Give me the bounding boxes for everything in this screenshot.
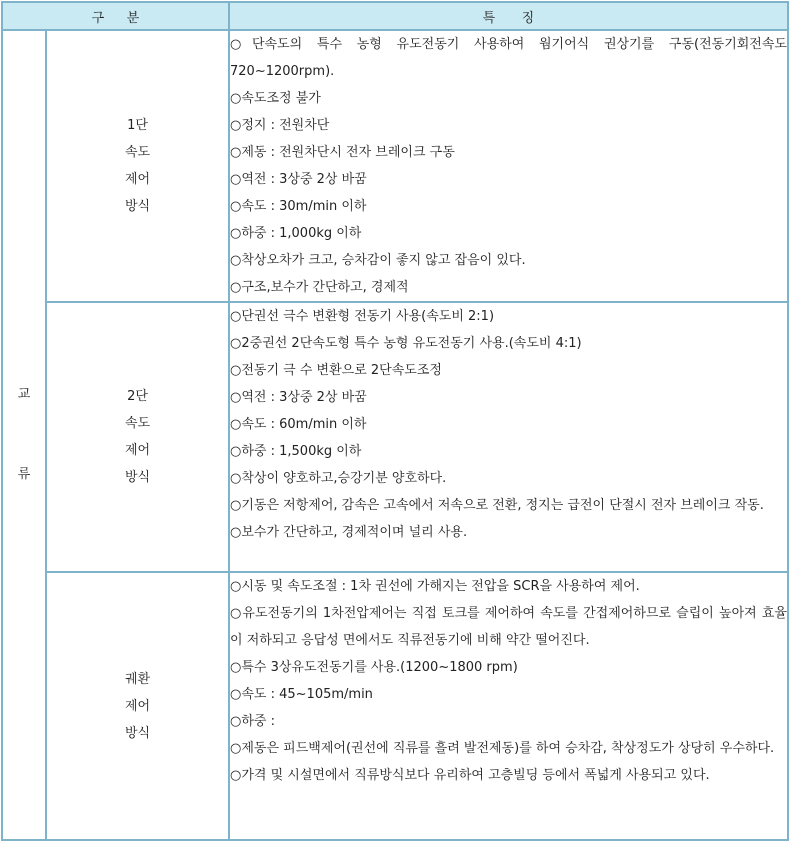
feature-item: ○제동은 피드백제어(권선에 직류를 흘려 발전제동)를 하여 승차감, 착상정도가 상당히 우수하다.	[230, 741, 775, 756]
row-name-cell	[46, 572, 229, 840]
feature-item: ○역전 : 3상중 2상 바꿈	[230, 390, 367, 405]
table-row	[2, 30, 788, 302]
features-cell	[229, 572, 788, 840]
row-name-cell	[46, 302, 229, 572]
feature-item: ○보수가 간단하고, 경제적이며 널리 사용.	[230, 525, 468, 540]
table-row	[2, 302, 788, 572]
feature-item: ○기동은 저항제어, 감속은 고속에서 저속으로 전환, 정지는 급전이 단절시 전자 브레이크 작동.	[230, 498, 764, 513]
elevator-control-table	[1, 1, 789, 841]
feature-item: ○하중 : 1,000kg 이하	[230, 226, 362, 241]
feature-item: ○가격 및 시설면에서 직류방식보다 유리하여 고층빌딩 등에서 폭넓게 사용되고 있다.	[230, 768, 710, 783]
row-name-line: 방식	[124, 725, 151, 741]
feature-item: ○제동 : 전원차단시 전자 브레이크 구동	[230, 145, 455, 160]
row-name-line: 방식	[124, 470, 151, 485]
header-row	[2, 2, 788, 30]
row-name-line: 속도	[124, 145, 151, 160]
feature-item: ○착상오차가 크고, 승차감이 좋지 않고 잡음이 있다.	[230, 253, 526, 268]
row-name-line: 제어	[124, 443, 151, 458]
feature-item: ○단속도의 특수 농형 유도전동기 사용하여 웜기어식 권상기를 구동(전동기회전속도 720~1200rpm).	[230, 37, 787, 79]
row-name-cell	[46, 30, 229, 302]
main-category-line: 류	[17, 467, 31, 482]
row-name-line: 제어	[124, 172, 151, 187]
feature-item: ○특수 3상유도전동기를 사용.(1200~1800 rpm)	[230, 660, 518, 675]
feature-item: ○역전 : 3상중 2상 바꿈	[230, 172, 367, 187]
row-name-line: 속도	[124, 416, 151, 431]
feature-item: ○속도 : 45~105m/min	[230, 687, 373, 702]
feature-item: ○하중 : 1,500kg 이하	[230, 444, 362, 459]
feature-item: ○구조,보수가 간단하고, 경제적	[230, 280, 409, 295]
header-category: 구 분	[2, 2, 229, 30]
main-category-cell	[2, 30, 46, 840]
row-name-line: 2단	[127, 389, 148, 404]
row-name-line: 방식	[124, 199, 151, 214]
feature-item: ○유도전동기의 1차전압제어는 직접 토크를 제어하여 속도를 간접제어하므로 슬립이 높아져 효율이 저하되고 응답성 면에서도 직류전동기에 비해 약간 떨어진다.	[230, 606, 787, 648]
features-cell	[229, 302, 788, 572]
features-cell	[229, 30, 788, 302]
table-row	[2, 572, 788, 840]
feature-item: ○하중 :	[230, 714, 275, 729]
feature-item: ○단권선 극수 변환형 전동기 사용(속도비 2:1)	[230, 309, 495, 324]
main-category-line: 교	[17, 387, 31, 402]
feature-item: ○전동기 극 수 변환으로 2단속도조정	[230, 363, 442, 378]
feature-item: ○2중권선 2단속도형 특수 농형 유도전동기 사용.(속도비 4:1)	[230, 336, 582, 351]
feature-item: ○속도조정 불가	[230, 91, 321, 106]
feature-item: ○정지 : 전원차단	[230, 118, 330, 133]
row-name-line: 1단	[127, 118, 148, 133]
row-name-line: 궤환	[124, 671, 151, 687]
feature-item: ○착상이 양호하고,승강기분 양호하다.	[230, 471, 447, 486]
row-name-line: 제어	[124, 698, 151, 714]
feature-item: ○시동 및 속도조절 : 1차 권선에 가해지는 전압을 SCR을 사용하여 제어.	[230, 579, 640, 594]
header-features: 특 징	[229, 2, 788, 30]
feature-item: ○속도 : 60m/min 이하	[230, 417, 367, 432]
feature-item: ○속도 : 30m/min 이하	[230, 199, 367, 214]
